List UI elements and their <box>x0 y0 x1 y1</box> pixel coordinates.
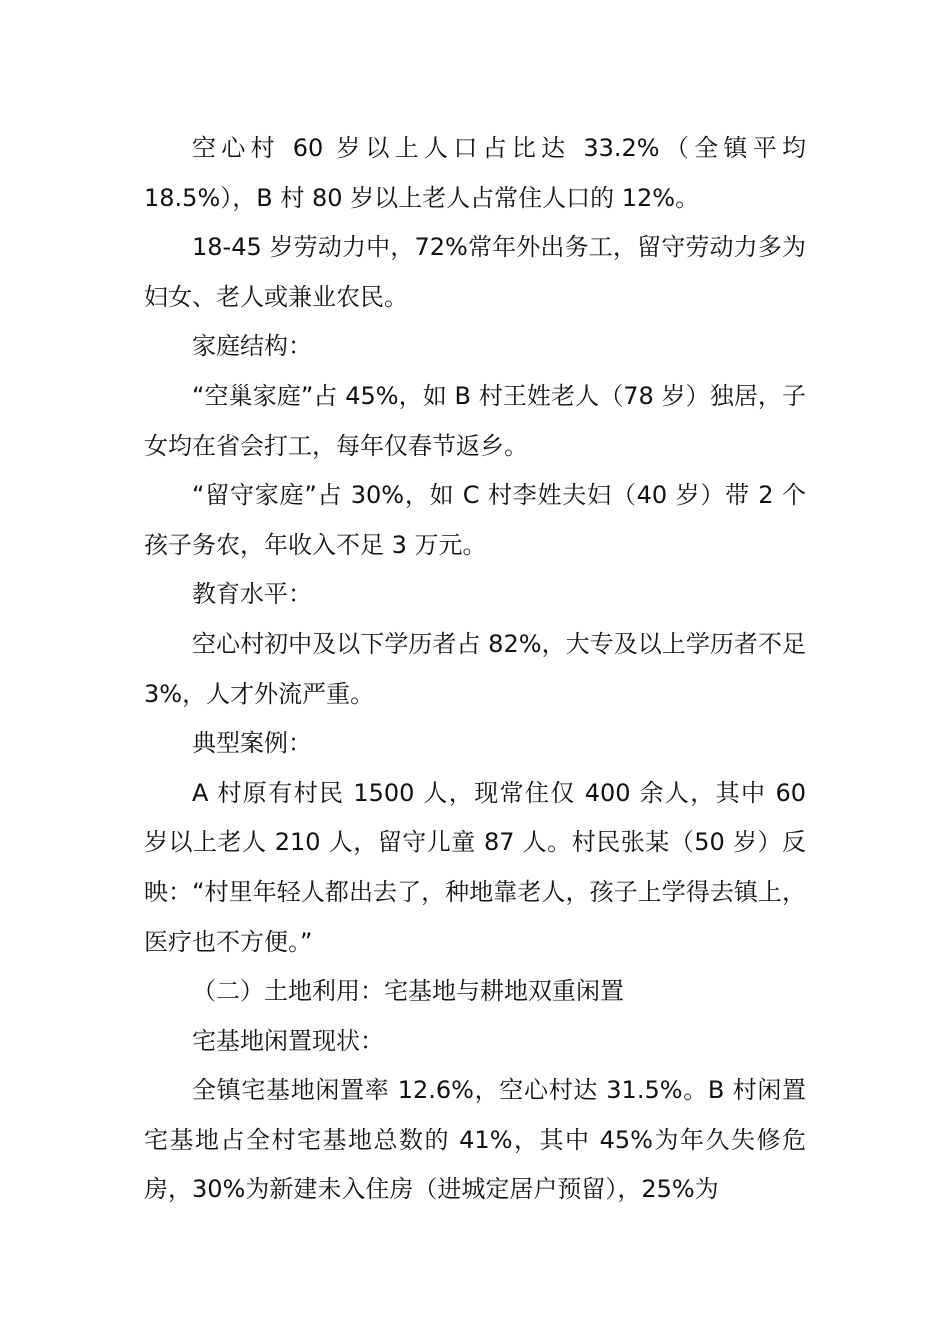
heading-homestead: 宅基地闲置现状： <box>192 1026 384 1055</box>
heading-family-structure: 家庭结构： <box>192 332 312 361</box>
section-heading-land-use: （二）土地利用：宅基地与耕地双重闲置 <box>192 977 624 1006</box>
paragraph-empty-nest: “空巢家庭”占 45%，如 B 村王姓老人（78 岁）独居，子女均在省会打工，每年仅春节返乡。 <box>144 381 806 460</box>
heading-typical-case: 典型案例： <box>192 729 312 758</box>
heading-education: 教育水平： <box>192 580 312 609</box>
paragraph-homestead: 全镇宅基地闲置率 12.6%，空心村达 31.5%。B 村闲置宅基地占全村宅基地总数的 41%，其中 45%为年久失修危房，30%为新建未入住房（进城定居户预留），25%为 <box>144 1076 806 1204</box>
paragraph-typical-case: A 村原有村民 1500 人，现常住仅 400 余人，其中 60 岁以上老人 210 人，留守儿童 87 人。村民张某（50 岁）反映：“村里年轻人都出去了，种地靠老人，孩子上学得去镇上，医疗也不方便。” <box>144 778 806 956</box>
paragraph-elderly-ratio: 空心村 60 岁以上人口占比达 33.2%（全镇平均 18.5%），B 村 80 岁以上老人占常住人口的 12%。 <box>144 134 806 212</box>
paragraph-left-behind: “留守家庭”占 30%，如 C 村李姓夫妇（40 岁）带 2 个孩子务农，年收入不足 3 万元。 <box>144 481 806 559</box>
document-page <box>144 124 806 1215</box>
paragraph-education: 空心村初中及以下学历者占 82%，大专及以上学历者不足 3%，人才外流严重。 <box>144 629 806 708</box>
paragraph-labor-force: 18-45 岁劳动力中，72%常年外出务工，留守劳动力多为妇女、老人或兼业农民。 <box>144 233 806 311</box>
